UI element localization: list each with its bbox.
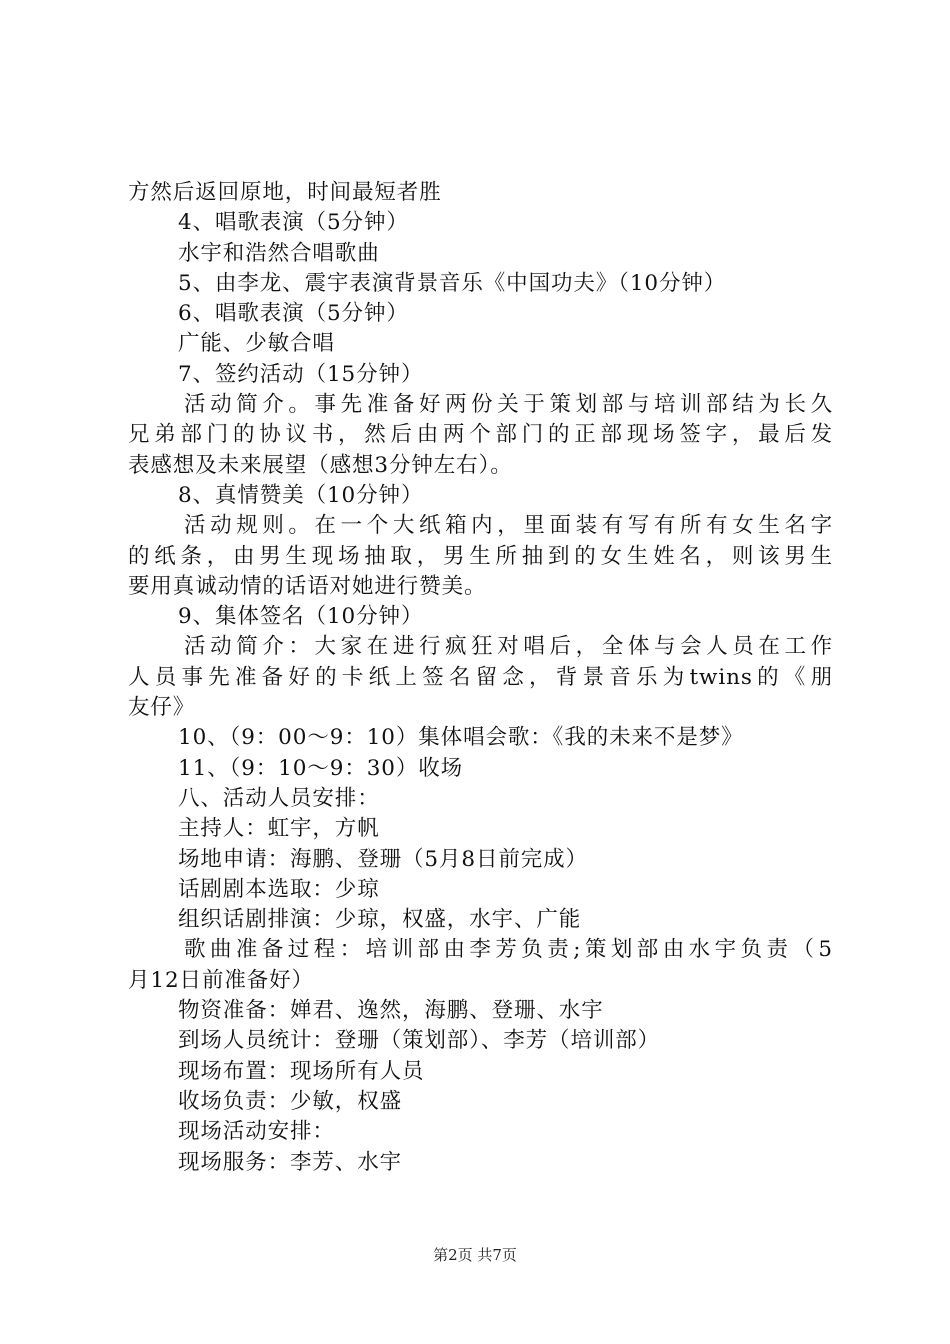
text-line: 八、活动人员安排： [178,785,380,811]
text-line: 兄弟部门的协议书，然后由两个部门的正部现场签字，最后发 [128,422,833,448]
text-line: 人员事先准备好的卡纸上签名留念，背景音乐为twins的《朋 [128,664,833,690]
text-line: 现场布置：现场所有人员 [178,1058,425,1084]
text-line: 8、真情赞美（10分钟） [178,482,424,508]
text-line: 广能、少敏合唱 [178,331,335,357]
text-line: 月12日前准备好） [128,967,314,993]
text-line: 10、（9：00～9：10）集体唱会歌：《我的未来不是梦》 [178,725,744,751]
text-line: 方然后返回原地，时间最短者胜 [128,180,442,205]
text-line: 现场活动安排： [178,1119,335,1145]
text-line: 话剧剧本选取：少琼 [178,876,380,902]
text-line: 主持人：虹宇，方帆 [178,816,380,842]
text-line: 11、（9：10～9：30）收场 [178,755,464,781]
text-line: 5、由李龙、震宇表演背景音乐《中国功夫》（10分钟） [178,270,727,296]
text-line: 组织话剧排演：少琼，权盛，水宇、广能 [178,907,582,933]
text-line: 歌曲准备过程：培训部由李芳负责;策划部由水宇负责（5 [184,937,833,963]
text-line: 7、签约活动（15分钟） [178,361,424,387]
text-line: 活动简介。事先准备好两份关于策划部与培训部结为长久 [184,392,833,418]
text-line: 现场服务：李芳、水宇 [178,1149,403,1175]
text-line: 活动简介：大家在进行疯狂对唱后，全体与会人员在工作 [184,634,833,660]
text-line: 9、集体签名（10分钟） [178,604,424,630]
text-line: 活动规则。在一个大纸箱内，里面装有写有所有女生名字 [184,513,833,539]
text-line: 水宇和浩然合唱歌曲 [178,240,380,266]
text-line: 友仔》 [128,695,196,721]
text-line: 收场负责：少敏，权盛 [178,1088,403,1114]
text-line: 到场人员统计：登珊（策划部）、李芳（培训部） [178,1028,661,1054]
page-footer: 第2页 共7页 [433,1246,517,1264]
text-line: 场地申请：海鹏、登珊（5月8日前完成） [178,846,588,872]
document-body [128,178,833,1178]
text-line: 的纸条，由男生现场抽取，男生所抽到的女生姓名，则该男生 [128,543,833,569]
text-line: 4、唱歌表演（5分钟） [178,210,409,236]
text-line: 6、唱歌表演（5分钟） [178,301,409,327]
text-line: 物资准备：婵君、逸然，海鹏、登珊、水宇 [178,998,604,1024]
text-line: 表感想及未来展望（感想3分钟左右）。 [128,452,513,478]
text-line: 要用真诚动情的话语对她进行赞美。 [128,573,487,599]
